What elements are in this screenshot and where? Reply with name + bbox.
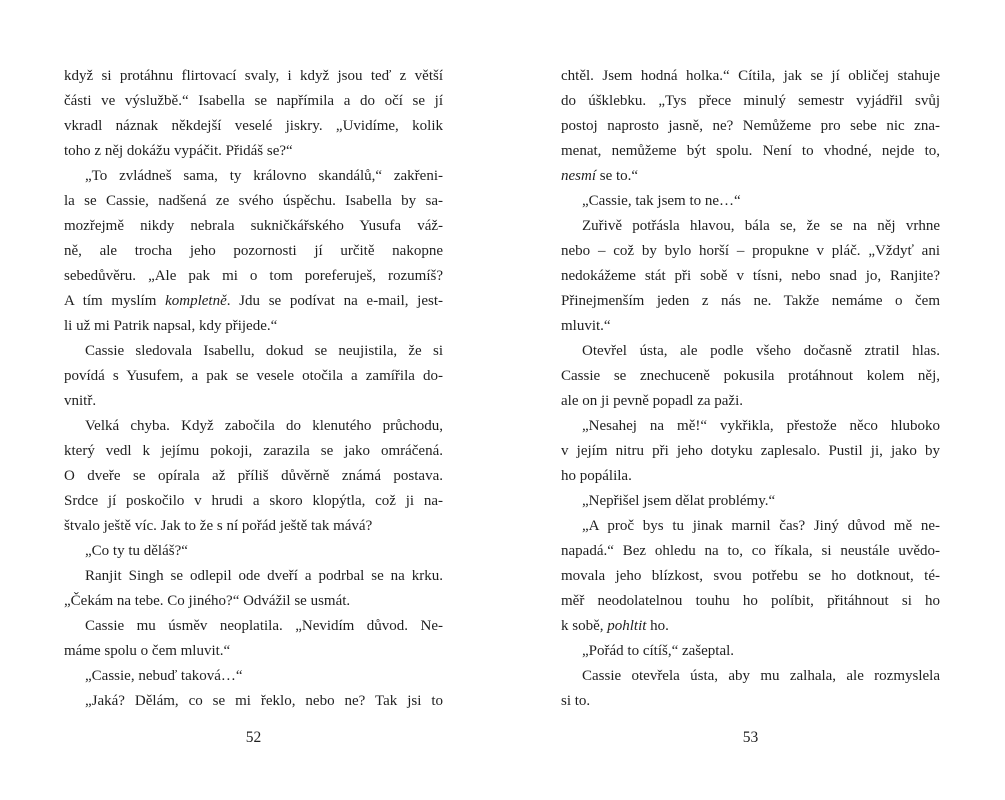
text-segment: movala jeho blízkost, svou potřebu se ho dotknout, té-: [561, 568, 940, 584]
text-segment: „Cassie, tak jsem to ne…“: [582, 193, 741, 209]
text-segment: Srdce jí poskočilo v hrudi a skoro klopýtla, což ji na-: [64, 493, 443, 509]
text-segment: . Jdu se podívat na e-mail, jest-: [226, 293, 444, 309]
text-segment: máme spolu o čem mluvit.“: [64, 643, 231, 659]
text-line: [561, 89, 940, 114]
text-line: [561, 164, 940, 189]
page-right: [561, 0, 940, 800]
text-line: [64, 689, 443, 714]
text-segment: ho.: [646, 618, 669, 634]
text-segment: „Čekám na tebe. Co jiného?“ Odvážil se usmát.: [64, 593, 351, 609]
text-line: [561, 114, 940, 139]
text-segment: si to.: [561, 693, 591, 709]
text-segment: „Cassie, nebuď taková…“: [85, 668, 243, 684]
text-segment: li už mi Patrik napsal, kdy přijede.“: [64, 318, 278, 334]
text-segment: části ve výslužbě.“ Isabella se napřímila a do očí se jí: [64, 93, 443, 109]
text-segment: Zuřivě potřásla hlavou, bála se, že se na něj vrhne: [582, 218, 940, 234]
text-line: [561, 189, 940, 214]
text-segment: ale on ji pevně popadl za paži.: [561, 393, 744, 409]
text-line: [561, 264, 940, 289]
text-line: [64, 539, 443, 564]
text-segment: měř neodolatelnou touhu ho políbit, přitáhnout si ho: [561, 593, 940, 609]
text-segment: „Nesahej na mě!“ vykřikla, přestože něco hluboko: [582, 418, 940, 434]
text-line: [64, 639, 443, 664]
text-segment: Přinejmenším jeden z nás ne. Takže nemáme o čem: [561, 293, 940, 309]
text-segment: „To zvládneš sama, ty královno skandálů,“ zakřeni-: [85, 168, 443, 184]
page-right-text: [561, 64, 940, 714]
text-line: [561, 364, 940, 389]
text-line: [561, 589, 940, 614]
text-line: [561, 514, 940, 539]
text-line: [561, 214, 940, 239]
text-segment: nebo – což by bylo horší – propukne v pláč. „Vždyť ani: [561, 243, 940, 259]
text-segment: menat, nemůžeme být spolu. Není to vhodné, nejde to,: [561, 143, 940, 159]
text-segment: k sobě,: [561, 618, 608, 634]
text-line: [561, 414, 940, 439]
text-line: [561, 464, 940, 489]
page-number-right: 53: [742, 729, 759, 746]
text-segment: „Co ty tu děláš?“: [85, 543, 188, 559]
text-segment: „A proč bys tu jinak marnil čas? Jiný důvod mě ne-: [582, 518, 940, 534]
text-line: [64, 664, 443, 689]
text-segment: sebedůvěru. „Ale pak mi o tom poreferuješ, rozumíš?: [64, 268, 443, 284]
text-line: [561, 239, 940, 264]
text-line: [64, 414, 443, 439]
text-segment: do úšklebku. „Tys přece minulý semestr vyjádřil svůj: [561, 93, 940, 109]
text-line: [64, 139, 443, 164]
text-line: [561, 139, 940, 164]
text-segment: v jejím nitru při jeho dotyku zaplesalo. Pustil ji, jako by: [561, 443, 940, 459]
text-segment: Cassie sledovala Isabellu, dokud se neujistila, že si: [85, 343, 443, 359]
text-line: [64, 389, 443, 414]
text-line: [561, 439, 940, 464]
text-segment: „Jaká? Dělám, co se mi řeklo, nebo ne? Tak jsi to: [85, 693, 443, 709]
text-line: [64, 614, 443, 639]
text-line: [64, 564, 443, 589]
text-line: [64, 189, 443, 214]
text-segment: Cassie se znechuceně pokusila protáhnout kolem něj,: [561, 368, 940, 384]
page-left: [64, 0, 443, 800]
text-line: [561, 489, 940, 514]
text-line: [561, 689, 940, 714]
page-left-text: [64, 64, 443, 714]
text-line: [561, 339, 940, 364]
text-segment: postoj naprosto jasně, ne? Nemůžeme pro sebe nic zna-: [561, 118, 940, 134]
page-number-left: 52: [245, 729, 262, 746]
text-line: [64, 264, 443, 289]
text-line: [561, 64, 940, 89]
text-line: [64, 339, 443, 364]
text-segment: povídá s Yusufem, a pak se vesele otočila a zamířila do-: [64, 368, 443, 384]
text-segment: Cassie otevřela ústa, aby mu zalhala, ale rozmyslela: [582, 668, 940, 684]
text-line: [64, 239, 443, 264]
text-segment: A tím myslím: [64, 293, 166, 309]
text-segment: toho z něj dokážu vypáčit. Přidáš se?“: [64, 143, 293, 159]
text-segment: ně, ale trocha jeho pozornosti jí určitě nakopne: [64, 243, 443, 259]
text-segment: vnitř.: [64, 393, 97, 409]
italic-text-segment: kompletně: [165, 293, 227, 309]
text-line: [64, 289, 443, 314]
text-line: [561, 639, 940, 664]
text-line: [64, 489, 443, 514]
text-line: [64, 439, 443, 464]
text-line: [64, 364, 443, 389]
text-line: [64, 214, 443, 239]
text-segment: la se Cassie, nadšená ze svého úspěchu. Isabella by sa-: [64, 193, 443, 209]
text-line: [561, 539, 940, 564]
text-segment: když si protáhnu flirtovací svaly, i když jsou teď z větší: [64, 68, 443, 84]
text-segment: „Nepřišel jsem dělat problémy.“: [582, 493, 776, 509]
text-segment: Cassie mu úsměv neoplatila. „Nevidím důvod. Ne-: [85, 618, 443, 634]
text-segment: který vedl k jejímu pokoji, zarazila se jako omráčená.: [64, 443, 443, 459]
text-line: [64, 314, 443, 339]
text-line: [561, 289, 940, 314]
text-segment: mozřejmě nikdy nebrala sukničkářského Yusufa váž-: [64, 218, 443, 234]
text-line: [561, 614, 940, 639]
text-line: [64, 514, 443, 539]
text-line: [64, 64, 443, 89]
text-line: [64, 89, 443, 114]
text-segment: nedokážeme stát při sobě v tísni, nebo snad jo, Ranjite?: [561, 268, 940, 284]
italic-text-segment: pohltit: [607, 618, 647, 634]
text-segment: vkradl náznak někdejší veselé jiskry. „Uvidíme, kolik: [64, 118, 443, 134]
text-line: [64, 589, 443, 614]
text-segment: Otevřel ústa, ale podle všeho dočasně ztratil hlas.: [582, 343, 940, 359]
text-segment: Velká chyba. Když zabočila do klenutého průchodu,: [85, 418, 443, 434]
text-segment: chtěl. Jsem hodná holka.“ Cítila, jak se jí obličej stahuje: [561, 68, 940, 84]
italic-text-segment: nesmí: [561, 168, 596, 184]
text-line: [561, 314, 940, 339]
text-segment: napadá.“ Bez ohledu na to, co říkala, si neustále uvědo-: [561, 543, 940, 559]
text-line: [561, 564, 940, 589]
text-line: [561, 664, 940, 689]
text-segment: O dveře se opírala až příliš důvěrně známá postava.: [64, 468, 443, 484]
text-segment: Ranjit Singh se odlepil ode dveří a podrbal se na krku.: [85, 568, 443, 584]
text-line: [64, 464, 443, 489]
text-segment: ho popálila.: [561, 468, 632, 484]
text-line: [64, 114, 443, 139]
text-segment: mluvit.“: [561, 318, 611, 334]
text-segment: se to.“: [596, 168, 639, 184]
text-line: [561, 389, 940, 414]
text-line: [64, 164, 443, 189]
text-segment: štvalo ještě víc. Jak to že s ní pořád ještě tak mává?: [64, 518, 373, 534]
text-segment: „Pořád to cítíš,“ zašeptal.: [582, 643, 735, 659]
